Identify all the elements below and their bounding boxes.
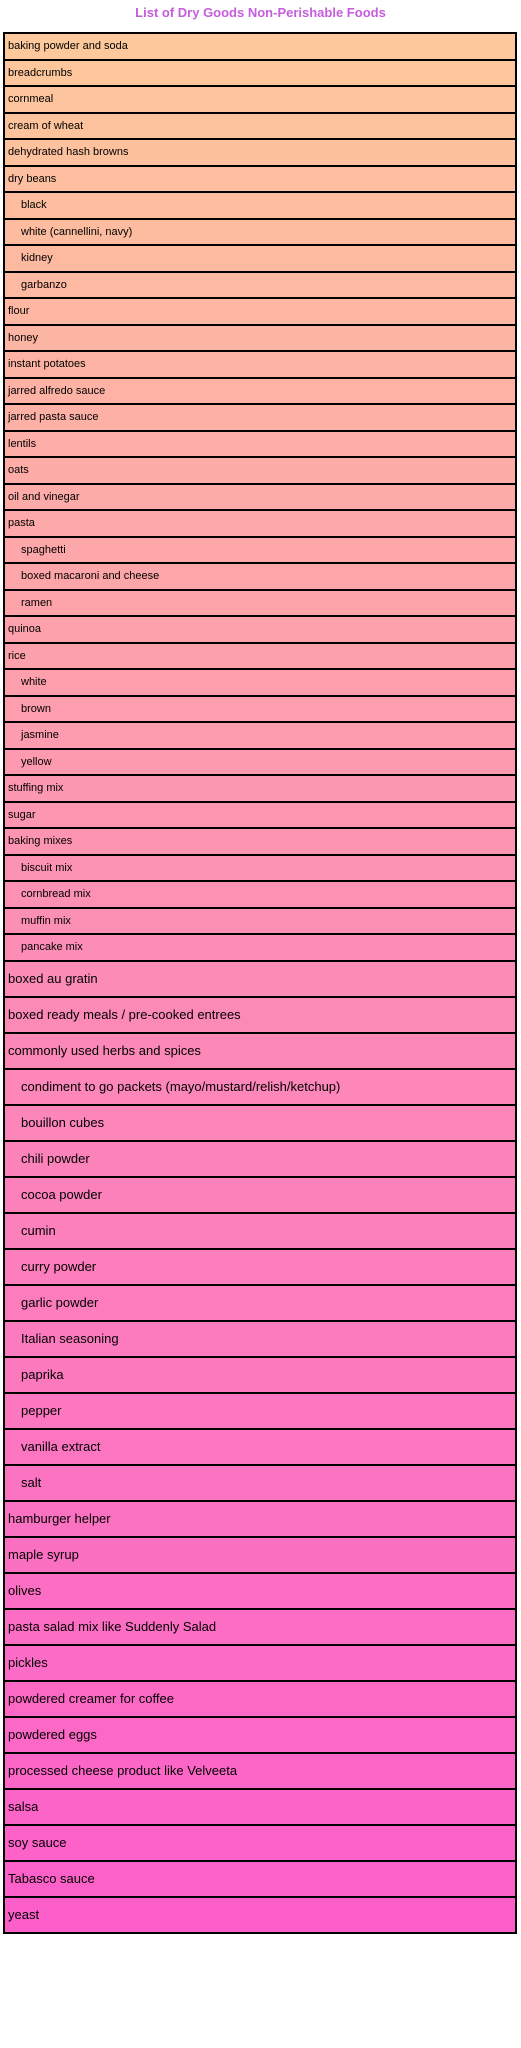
item-label: jarred pasta sauce bbox=[4, 404, 516, 431]
list-item bbox=[4, 1393, 516, 1429]
list-item bbox=[4, 590, 516, 617]
list-item bbox=[4, 325, 516, 352]
list-item bbox=[4, 1753, 516, 1789]
item-label: rice bbox=[4, 643, 516, 670]
item-label: commonly used herbs and spices bbox=[4, 1033, 516, 1069]
item-label: powdered eggs bbox=[4, 1717, 516, 1753]
item-label: boxed ready meals / pre-cooked entrees bbox=[4, 997, 516, 1033]
list-item bbox=[4, 1717, 516, 1753]
sub-item-label: white (cannellini, navy) bbox=[4, 219, 516, 246]
list-item bbox=[4, 1861, 516, 1897]
list-item bbox=[4, 1465, 516, 1501]
item-label: jarred alfredo sauce bbox=[4, 378, 516, 405]
list-item bbox=[4, 1789, 516, 1825]
sub-item-label: cumin bbox=[4, 1213, 516, 1249]
page-title: List of Dry Goods Non-Perishable Foods bbox=[135, 5, 386, 20]
item-label: pickles bbox=[4, 1645, 516, 1681]
list-item bbox=[4, 1429, 516, 1465]
food-list-body bbox=[4, 33, 516, 1933]
list-item bbox=[4, 245, 516, 272]
item-label: soy sauce bbox=[4, 1825, 516, 1861]
item-label: cream of wheat bbox=[4, 113, 516, 140]
sub-item-label: cornbread mix bbox=[4, 881, 516, 908]
list-item bbox=[4, 378, 516, 405]
list-item bbox=[4, 1321, 516, 1357]
sub-item-label: spaghetti bbox=[4, 537, 516, 564]
list-item bbox=[4, 881, 516, 908]
list-item bbox=[4, 192, 516, 219]
list-item bbox=[4, 1033, 516, 1069]
item-label: sugar bbox=[4, 802, 516, 829]
sub-item-label: chili powder bbox=[4, 1141, 516, 1177]
list-item bbox=[4, 1069, 516, 1105]
sub-item-label: garbanzo bbox=[4, 272, 516, 299]
list-item bbox=[4, 1249, 516, 1285]
sub-item-label: kidney bbox=[4, 245, 516, 272]
sub-item-label: pancake mix bbox=[4, 934, 516, 961]
list-item bbox=[4, 113, 516, 140]
sub-item-label: garlic powder bbox=[4, 1285, 516, 1321]
list-item bbox=[4, 1285, 516, 1321]
list-item bbox=[4, 961, 516, 997]
item-label: baking mixes bbox=[4, 828, 516, 855]
list-item bbox=[4, 33, 516, 60]
sub-item-label: yellow bbox=[4, 749, 516, 776]
item-label: instant potatoes bbox=[4, 351, 516, 378]
item-label: maple syrup bbox=[4, 1537, 516, 1573]
list-item bbox=[4, 404, 516, 431]
sub-item-label: condiment to go packets (mayo/mustard/relish/ketchup) bbox=[4, 1069, 516, 1105]
list-item bbox=[4, 1105, 516, 1141]
sub-item-label: paprika bbox=[4, 1357, 516, 1393]
item-label: powdered creamer for coffee bbox=[4, 1681, 516, 1717]
list-item bbox=[4, 828, 516, 855]
food-list-table bbox=[3, 32, 517, 1934]
list-item bbox=[4, 855, 516, 882]
list-item bbox=[4, 934, 516, 961]
list-item bbox=[4, 1825, 516, 1861]
sub-item-label: muffin mix bbox=[4, 908, 516, 935]
item-label: pasta salad mix like Suddenly Salad bbox=[4, 1609, 516, 1645]
list-item bbox=[4, 563, 516, 590]
list-item bbox=[4, 457, 516, 484]
list-item bbox=[4, 139, 516, 166]
sub-item-label: white bbox=[4, 669, 516, 696]
item-label: flour bbox=[4, 298, 516, 325]
list-item bbox=[4, 219, 516, 246]
list-item bbox=[4, 908, 516, 935]
sub-item-label: vanilla extract bbox=[4, 1429, 516, 1465]
list-item bbox=[4, 166, 516, 193]
list-item bbox=[4, 1537, 516, 1573]
list-item bbox=[4, 510, 516, 537]
list-item bbox=[4, 802, 516, 829]
sub-item-label: jasmine bbox=[4, 722, 516, 749]
list-item bbox=[4, 537, 516, 564]
item-label: boxed au gratin bbox=[4, 961, 516, 997]
sub-item-label: brown bbox=[4, 696, 516, 723]
list-item bbox=[4, 272, 516, 299]
list-item bbox=[4, 1573, 516, 1609]
item-label: processed cheese product like Velveeta bbox=[4, 1753, 516, 1789]
item-label: quinoa bbox=[4, 616, 516, 643]
list-item bbox=[4, 1897, 516, 1933]
item-label: dry beans bbox=[4, 166, 516, 193]
sub-item-label: boxed macaroni and cheese bbox=[4, 563, 516, 590]
list-item bbox=[4, 997, 516, 1033]
list-item bbox=[4, 749, 516, 776]
list-item bbox=[4, 1141, 516, 1177]
item-label: lentils bbox=[4, 431, 516, 458]
list-item bbox=[4, 1645, 516, 1681]
item-label: Tabasco sauce bbox=[4, 1861, 516, 1897]
sub-item-label: bouillon cubes bbox=[4, 1105, 516, 1141]
sub-item-label: ramen bbox=[4, 590, 516, 617]
item-label: honey bbox=[4, 325, 516, 352]
list-item bbox=[4, 1609, 516, 1645]
list-item bbox=[4, 431, 516, 458]
list-item bbox=[4, 616, 516, 643]
sub-item-label: cocoa powder bbox=[4, 1177, 516, 1213]
item-label: oil and vinegar bbox=[4, 484, 516, 511]
sub-item-label: salt bbox=[4, 1465, 516, 1501]
item-label: olives bbox=[4, 1573, 516, 1609]
item-label: baking powder and soda bbox=[4, 33, 516, 60]
list-item bbox=[4, 1213, 516, 1249]
item-label: cornmeal bbox=[4, 86, 516, 113]
sub-item-label: Italian seasoning bbox=[4, 1321, 516, 1357]
list-item bbox=[4, 1177, 516, 1213]
list-item bbox=[4, 1681, 516, 1717]
item-label: salsa bbox=[4, 1789, 516, 1825]
list-item bbox=[4, 298, 516, 325]
sub-item-label: biscuit mix bbox=[4, 855, 516, 882]
list-item bbox=[4, 60, 516, 87]
list-item bbox=[4, 484, 516, 511]
list-item bbox=[4, 722, 516, 749]
list-item bbox=[4, 696, 516, 723]
item-label: breadcrumbs bbox=[4, 60, 516, 87]
sub-item-label: curry powder bbox=[4, 1249, 516, 1285]
sub-item-label: pepper bbox=[4, 1393, 516, 1429]
list-item bbox=[4, 669, 516, 696]
item-label: hamburger helper bbox=[4, 1501, 516, 1537]
item-label: dehydrated hash browns bbox=[4, 139, 516, 166]
list-item bbox=[4, 1501, 516, 1537]
sub-item-label: black bbox=[4, 192, 516, 219]
list-item bbox=[4, 775, 516, 802]
item-label: stuffing mix bbox=[4, 775, 516, 802]
item-label: pasta bbox=[4, 510, 516, 537]
list-item bbox=[4, 643, 516, 670]
item-label: oats bbox=[4, 457, 516, 484]
item-label: yeast bbox=[4, 1897, 516, 1933]
list-item bbox=[4, 351, 516, 378]
list-item bbox=[4, 1357, 516, 1393]
list-item bbox=[4, 86, 516, 113]
